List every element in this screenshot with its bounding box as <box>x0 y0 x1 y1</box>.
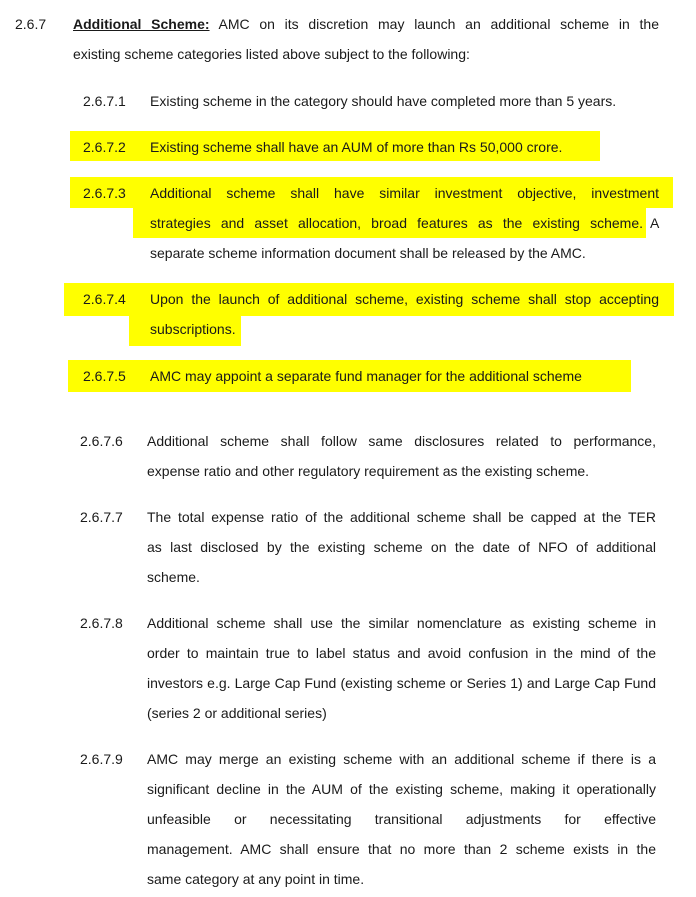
clause-text: Existing scheme shall have an AUM of more than Rs 50,000 crore. <box>150 139 563 155</box>
clause-text: Additional scheme shall have similar investment objective, investment <box>150 185 659 201</box>
clause-text: AMC may merge an existing scheme with an additional scheme if there is a <box>147 751 656 767</box>
clause-number: 2.6.7.5 <box>83 368 126 384</box>
clause-text: strategies and asset allocation, broad features as the existing scheme. <box>150 215 643 231</box>
clause-number: 2.6.7.7 <box>80 509 123 525</box>
clause-text: (series 2 or additional series) <box>147 705 327 721</box>
section-intro-text: AMC on its discretion may launch an additional scheme in the <box>218 16 659 32</box>
clause-text: significant decline in the AUM of the existing scheme, making it operationally <box>147 781 656 797</box>
clause-number: 2.6.7.1 <box>83 93 126 109</box>
clause-text: AMC may appoint a separate fund manager for the additional scheme <box>150 368 582 384</box>
clause-number: 2.6.7.3 <box>83 185 126 201</box>
clause-number: 2.6.7.2 <box>83 139 126 155</box>
clause-text: management. AMC shall ensure that no more than 2 scheme exists in the <box>147 841 656 857</box>
clause-text: Additional scheme shall use the similar nomenclature as existing scheme in <box>147 615 656 631</box>
section-title: Additional Scheme: <box>73 16 210 32</box>
clause-text: order to maintain true to label status and avoid confusion in the mind of the <box>147 645 656 661</box>
clause-text: A <box>650 215 660 231</box>
clause-text: subscriptions. <box>150 321 236 337</box>
clause-text: investors e.g. Large Cap Fund (existing scheme or Series 1) and Large Cap Fund <box>147 675 656 691</box>
clause-text: Upon the launch of additional scheme, existing scheme shall stop accepting <box>150 291 659 307</box>
clause-number: 2.6.7.4 <box>83 291 126 307</box>
clause-text: The total expense ratio of the additional scheme shall be capped at the TER <box>147 509 656 525</box>
clause-text: unfeasible or necessitating transitional adjustments for effective <box>147 811 656 827</box>
clause-text: Additional scheme shall follow same disclosures related to performance, <box>147 433 656 449</box>
clause-text: expense ratio and other regulatory requirement as the existing scheme. <box>147 463 590 479</box>
clause-number: 2.6.7.6 <box>80 433 123 449</box>
section-number: 2.6.7 <box>15 16 47 32</box>
clause-text: same category at any point in time. <box>147 871 365 887</box>
clause-number: 2.6.7.9 <box>80 751 123 767</box>
section-intro-line-1 <box>73 14 659 34</box>
clause-text: scheme. <box>147 569 200 585</box>
clause-text: separate scheme information document shall be released by the AMC. <box>150 245 586 261</box>
clause-text: Existing scheme in the category should have completed more than 5 years. <box>150 93 617 109</box>
clause-text: as last disclosed by the existing scheme on the date of NFO of additional <box>147 539 656 555</box>
clause-number: 2.6.7.8 <box>80 615 123 631</box>
section-intro-line-2: existing scheme categories listed above subject to the following: <box>73 46 470 62</box>
